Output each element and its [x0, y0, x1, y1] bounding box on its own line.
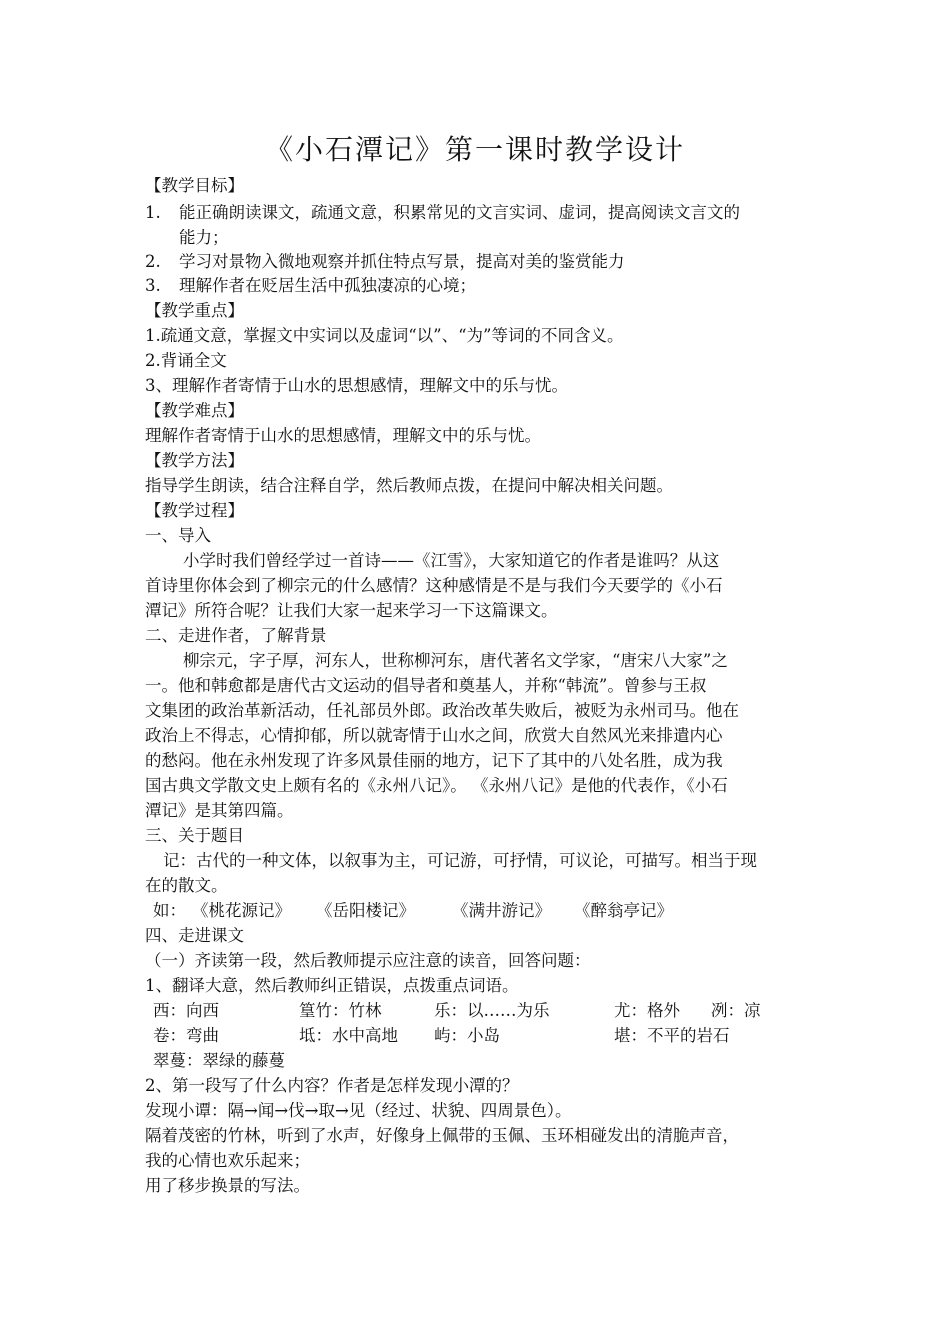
key-point-line: 2.背诵全文: [145, 351, 227, 370]
example-title: 《岳阳楼记》: [316, 901, 415, 920]
paragraph-line: 记：古代的一种文体，以叙事为主，可记游，可抒情，可议论，可描写。相当于现: [163, 851, 757, 870]
vocab-item: 翠蔓：翠绿的藤蔓: [153, 1051, 285, 1070]
paragraph-line: 首诗里你体会到了柳宗元的什么感情？这种感情是不是与我们今天要学的《小石: [145, 576, 723, 595]
goal-item-2: [145, 249, 625, 274]
difficulty-text: 理解作者寄情于山水的思想感情，理解文中的乐与忧。: [145, 426, 541, 445]
goal-item-3-number: 3.: [145, 276, 161, 295]
vocab-item: 卷：弯曲: [153, 1026, 219, 1045]
key-points-heading: 【教学重点】: [145, 301, 244, 320]
goals-heading: 【教学目标】: [145, 176, 244, 195]
section-4-heading: 四、走进课文: [145, 926, 244, 945]
example-title: 《醉翁亭记》: [574, 901, 673, 920]
vocab-item: 坻：水中高地: [299, 1026, 398, 1045]
vocab-item: 篁竹：竹林: [299, 1001, 382, 1020]
vocab-item: 堪：不平的岩石: [614, 1026, 730, 1045]
goal-item-3: [145, 273, 476, 298]
goal-item-1-continuation: 能力；: [179, 228, 229, 247]
goal-item-3-text: 理解作者在贬居生活中孤独凄凉的心境；: [179, 276, 476, 295]
examples-label: 如：: [153, 901, 186, 920]
paragraph-line: 隔着茂密的竹林，听到了水声，好像身上佩带的玉佩、玉环相碰发出的清脆声音，: [145, 1126, 739, 1145]
question-1: 1、翻译大意，然后教师纠正错误，点拨重点词语。: [145, 976, 519, 995]
paragraph-line: 在的散文。: [145, 876, 228, 895]
difficulty-heading: 【教学难点】: [145, 401, 244, 420]
goal-item-2-number: 2.: [145, 252, 161, 271]
vocab-item: 西：向西: [153, 1001, 219, 1020]
paragraph-line: 潭记》所符合呢？让我们大家一起来学习一下这篇课文。: [145, 601, 558, 620]
vocab-item: 冽：凉: [711, 1001, 761, 1020]
example-title: 《满井游记》: [452, 901, 551, 920]
goal-item-1-text: 能正确朗读课文，疏通文意，积累常见的文言实词、虚词，提高阅读文言文的: [179, 203, 740, 222]
technique-note: 用了移步换景的写法。: [145, 1176, 310, 1195]
example-title: 《桃花源记》: [192, 901, 291, 920]
discovery-sequence: 发现小谭：隔→闻→伐→取→见（经过、状貌、四周景色）。: [145, 1101, 572, 1120]
goal-item-2-text: 学习对景物入微地观察并抓住特点写景，提高对美的鉴赏能力: [179, 252, 625, 271]
question-2: 2、第一段写了什么内容？作者是怎样发现小潭的？: [145, 1076, 519, 1095]
paragraph-line: 文集团的政治革新活动，任礼部员外郎。政治改革失败后，被贬为永州司马。他在: [145, 701, 739, 720]
vocab-item: 尤：格外: [614, 1001, 680, 1020]
section-1-heading: 一、导入: [145, 526, 211, 545]
section-2-heading: 二、走进作者，了解背景: [145, 626, 327, 645]
paragraph-line: 的愁闷。他在永州发现了许多风景佳丽的地方，记下了其中的八处名胜，成为我: [145, 751, 723, 770]
paragraph-line: 国古典文学散文史上颇有名的《永州八记》。 《永州八记》是他的代表作，《小石: [145, 776, 728, 795]
section-3-heading: 三、关于题目: [145, 826, 244, 845]
paragraph-line: 潭记》是其第四篇。: [145, 801, 294, 820]
paragraph-line: 一。他和韩愈都是唐代古文运动的倡导者和奠基人，并称“韩流”。曾参与王叔: [145, 676, 707, 695]
vocab-item: 乐：以……为乐: [434, 1001, 550, 1020]
key-point-line: 1.疏通文意，掌握文中实词以及虚词“以”、“为”等词的不同含义。: [145, 326, 624, 345]
key-point-line: 3、理解作者寄情于山水的思想感情，理解文中的乐与忧。: [145, 376, 568, 395]
page-title: 《小石潭记》第一课时教学设计: [264, 133, 685, 166]
paragraph-line: 政治上不得志，心情抑郁，所以就寄情于山水之间，欣赏大自然风光来排遣内心: [145, 726, 723, 745]
vocab-item: 屿：小岛: [434, 1026, 500, 1045]
method-text: 指导学生朗读，结合注释自学，然后教师点拨，在提问中解决相关问题。: [145, 476, 673, 495]
paragraph-line: 小学时我们曾经学过一首诗——《江雪》，大家知道它的作者是谁吗？从这: [183, 551, 720, 570]
paragraph-line: 我的心情也欢乐起来；: [145, 1151, 310, 1170]
method-heading: 【教学方法】: [145, 451, 244, 470]
paragraph-line: 柳宗元，字子厚，河东人，世称柳河东，唐代著名文学家，“唐宋八大家”之: [183, 651, 728, 670]
process-heading: 【教学过程】: [145, 501, 244, 520]
subsection-intro: （一）齐读第一段，然后教师提示应注意的读音，回答问题：: [145, 951, 591, 970]
goal-item-1-number: 1.: [145, 203, 161, 222]
goal-item-1: [145, 200, 740, 225]
